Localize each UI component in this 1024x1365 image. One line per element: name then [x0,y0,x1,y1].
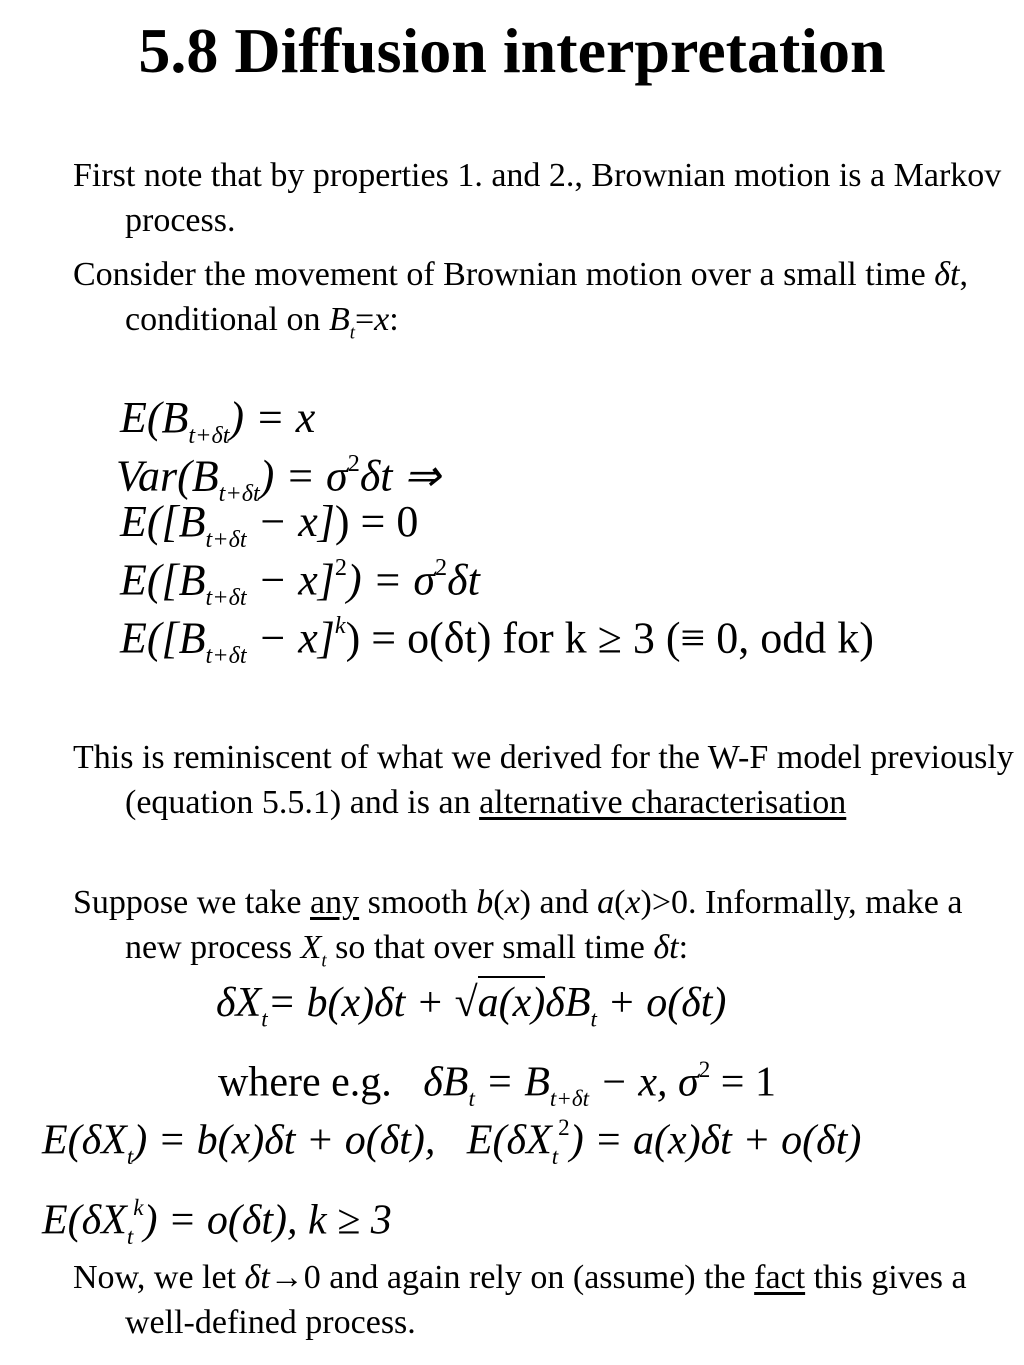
eq-text: − x] [246,555,335,605]
text: This is reminiscent of what we derived for the W-F model previously (equation 5.5.1) and is an [73,739,1014,821]
eq-sup: 2 [347,450,360,477]
eq-sub: t+δt [188,421,230,449]
paragraph-consider [73,252,1024,355]
eq-sub: t [590,1005,597,1032]
equation-higher-increments [42,1196,392,1248]
eq-text: δB [423,1059,469,1106]
eq-text: E(B [120,393,189,442]
eq-text: ) = σ [346,555,436,605]
text: Now, we let [73,1259,245,1296]
equation-second-moment [120,556,480,610]
text: ( [493,884,505,921]
eq-text: E( [120,497,162,546]
delta-t: δt [934,256,960,293]
eq-sub: t [261,1005,268,1032]
eq-text: [B [161,613,206,663]
var-x: x [625,884,641,921]
paragraph-now [73,1255,1024,1345]
eq-sub: t+δt [218,480,260,508]
underlined-word: fact [754,1259,806,1296]
eq-text: − x] [246,613,335,663]
var-X: X [300,929,322,966]
text: →0 and again rely on (assume) the [269,1259,755,1296]
eq-text: − x] [246,497,335,546]
text: Suppose we take [73,884,311,921]
var-b: b [476,884,494,921]
eq-sub: t [551,1142,559,1169]
eq-text: E(δX [42,1117,127,1164]
underlined-phrase: alternative characterisation [479,784,847,821]
eq-text: ) = b(x)δt + o(δt), [133,1117,436,1164]
eq-text: = B [474,1059,550,1106]
equation-mean [120,393,316,449]
eq-text: ) = 0 [334,497,419,546]
eq-text: = b(x)δt + [267,980,455,1026]
delta-t: δt [653,929,679,966]
text: smooth [359,884,477,921]
equation-higher-moments [120,614,874,668]
var-a: a [597,884,615,921]
eq-sup: 2 [558,1114,570,1140]
text: Consider the movement of Brownian motion over a small time [73,256,935,293]
text: : [678,929,689,966]
eq-sup: k [334,612,346,639]
var-B: B [328,301,350,338]
eq-text: ) = o(δt), k ≥ 3 [143,1197,392,1244]
eq-sub: t [126,1142,134,1169]
eq-sup: 2 [435,554,448,581]
eq-text: ) = x [229,393,316,442]
eq-text: E(δX [466,1117,552,1164]
delta-t: δt [244,1259,270,1296]
eq-text: [B [161,555,206,605]
sub-t: t [321,950,327,972]
underlined-word: any [310,884,360,921]
eq-text: E( [120,555,162,605]
eq-text: ) = σ [259,451,348,501]
text: so that over small time [326,929,654,966]
eq-text: δB [545,980,591,1026]
eq-text: Var(B [116,451,219,501]
equation-sde [216,982,726,1030]
eq-sub: t+δt [205,525,247,553]
eq-text: = 1 [710,1059,776,1106]
eq-sub: t+δt [205,642,247,670]
text: ) and [519,884,598,921]
eq-sub: t+δt [205,584,247,612]
equation-where [218,1058,776,1110]
var-x: x [504,884,520,921]
eq-sub: t [468,1084,475,1111]
text: : [389,301,399,338]
sqrt-icon: √ [454,980,478,1026]
eq-text: [B [161,497,206,546]
sub-t: t [349,322,355,344]
eq-radicand: a(x) [478,976,546,1026]
paragraph-suppose [73,880,1024,983]
text: = [354,301,375,338]
paragraph-markov: First note that by properties 1. and 2., Brownian motion is a Markov process. [73,157,1002,239]
eq-sup: k [133,1194,144,1220]
text: )>0. Informally, make a new process [125,884,963,966]
eq-text: E(δX [42,1197,127,1244]
equation-drift-diffusion-moments [42,1116,861,1168]
eq-text: δX [216,980,262,1026]
text: ( [614,884,626,921]
eq-text: where e.g. [218,1059,392,1106]
eq-sup: 2 [698,1056,711,1082]
text: , conditional on [125,256,968,338]
var-x: x [374,301,390,338]
equation-first-moment [120,497,419,553]
paragraph-reminiscent [73,735,1024,825]
eq-sub: t [126,1222,134,1249]
eq-text: ) = o(δt) for k ≥ 3 (≡ 0, odd k) [345,613,874,663]
slide-title: 5.8 Diffusion interpretation [138,15,886,86]
eq-text: ) = a(x)δt + o(δt) [569,1117,862,1164]
text: this gives a well-defined process. [125,1259,967,1341]
eq-sub: t+δt [549,1084,590,1111]
eq-text: E( [120,613,162,663]
eq-text: + o(δt) [596,980,727,1026]
eq-text: − x, σ [589,1059,699,1106]
eq-text: δt ⇒ [359,451,441,501]
eq-sup: 2 [334,554,347,581]
eq-text: δt [447,555,480,605]
